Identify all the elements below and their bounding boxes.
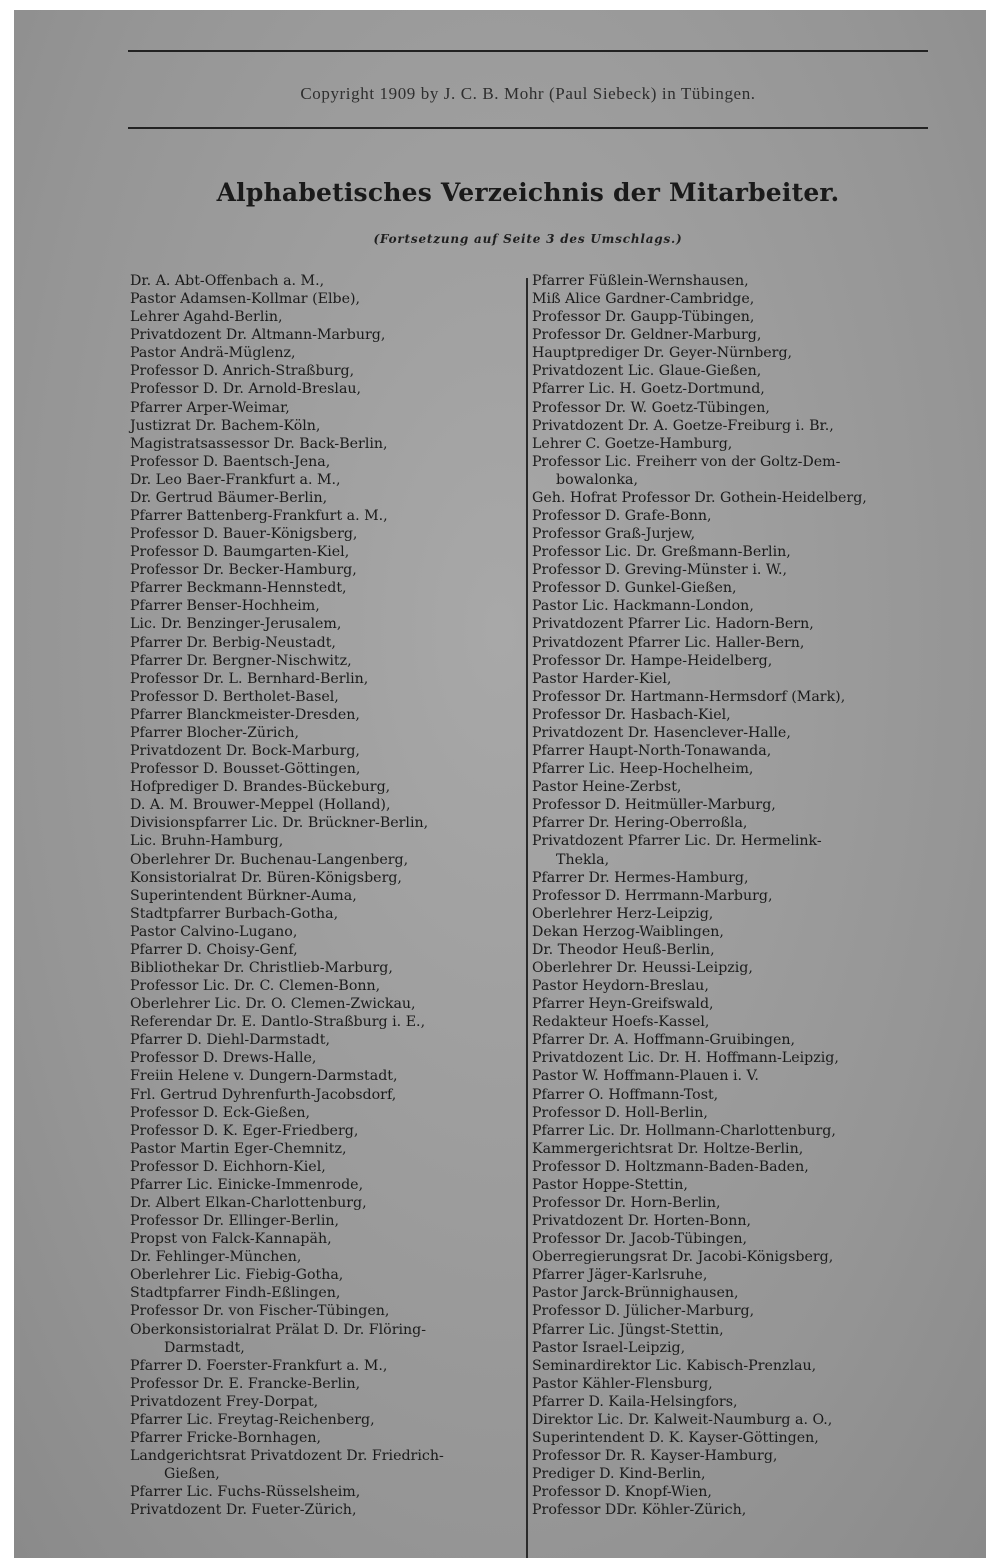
contributor-entry: Privatdozent Dr. Horten-Bonn, <box>532 1213 751 1230</box>
contributor-entry: Seminardirektor Lic. Kabisch-Prenzlau, <box>532 1357 817 1374</box>
contributor-entry: Professor D. Gunkel-Gießen, <box>532 580 737 597</box>
contributor-entry: Hauptprediger Dr. Geyer-Nürnberg, <box>532 345 793 362</box>
right-contributor-list <box>532 272 984 1519</box>
contributor-entry: Professor D. Jülicher-Marburg, <box>532 1303 755 1320</box>
contributor-entry: Pfarrer O. Hoffmann-Tost, <box>532 1086 719 1103</box>
contributor-entry: Pastor Calvino-Lugano, <box>130 923 298 940</box>
contributor-entry: Pfarrer Heyn-Greifswald, <box>532 996 714 1013</box>
contributor-entry: Dr. Fehlinger-München, <box>130 1249 302 1266</box>
contributor-entry: Professor D. Heitmüller-Marburg, <box>532 797 776 814</box>
contributor-entry: Landgerichtsrat Privatdozent Dr. Friedrich- <box>130 1448 444 1465</box>
contributor-entry: Pastor Jarck-Brünnighausen, <box>532 1285 739 1302</box>
contributor-entry: Pfarrer Fricke-Bornhagen, <box>130 1430 322 1446</box>
contributor-entry-continuation: Gießen, <box>164 1466 220 1483</box>
contributor-entry: Professor D. Holtzmann-Baden-Baden, <box>532 1158 809 1175</box>
contributor-entry: Lic. Dr. Benzinger-Jerusalem, <box>130 616 342 633</box>
contributor-entry: Privatdozent Dr. A. Goetze-Freiburg i. Br., <box>532 417 834 434</box>
contributor-entry: Pfarrer Jäger-Karlsruhe, <box>532 1267 708 1284</box>
contributor-entry: Professor DDr. Köhler-Zürich, <box>532 1502 747 1519</box>
contributor-entry: Propst von Falck-Kannapäh, <box>130 1231 332 1248</box>
contributor-entry: Pastor Heydorn-Breslau, <box>532 978 709 995</box>
contributor-entry: Superintendent D. K. Kayser-Göttingen, <box>532 1430 819 1446</box>
document-page <box>14 10 986 1558</box>
contributor-entry: Professor Dr. R. Kayser-Hamburg, <box>532 1448 778 1465</box>
contributor-entry: Professor Lic. Freiherr von der Goltz-Dem- <box>532 453 841 470</box>
contributor-entry: Pfarrer Blanckmeister-Dresden, <box>130 706 360 723</box>
contributor-entry: Lehrer C. Goetze-Hamburg, <box>532 435 733 452</box>
contributor-entry: Professor D. Grafe-Bonn, <box>532 508 712 525</box>
contributor-entry: Pfarrer D. Kaila-Helsingfors, <box>532 1393 738 1410</box>
contributor-entry: Professor Dr. Geldner-Marburg, <box>532 327 762 344</box>
contributor-entry: Professor Dr. Gaupp-Tübingen, <box>532 309 755 326</box>
copyright-line: Copyright 1909 by J. C. B. Mohr (Paul Siebeck) in Tübingen. <box>300 84 756 103</box>
contributor-entry: Professor D. Holl-Berlin, <box>532 1104 708 1121</box>
contributor-entry: Pastor Martin Eger-Chemnitz, <box>130 1140 347 1157</box>
contributor-entry: Pfarrer Beckmann-Hennstedt, <box>130 580 347 597</box>
contributor-entry: Dr. Theodor Heuß-Berlin, <box>532 941 715 958</box>
contributor-entry: Professor Dr. Horn-Berlin, <box>532 1194 721 1211</box>
contributor-entry: Pfarrer Blocher-Zürich, <box>130 724 299 741</box>
contributor-entry: Pfarrer Füßlein-Wernshausen, <box>532 273 749 289</box>
contributor-entry: Prediger D. Kind-Berlin, <box>532 1466 706 1483</box>
contributor-entry: Pastor Andrä-Müglenz, <box>130 345 296 362</box>
contributor-entry: Pfarrer Arper-Weimar, <box>130 399 290 416</box>
contributor-entry: Privatdozent Pfarrer Lic. Haller-Bern, <box>532 634 805 651</box>
contributor-entry-continuation: Darmstadt, <box>164 1339 245 1356</box>
contributor-entry: Lehrer Agahd-Berlin, <box>130 309 283 326</box>
contributor-entry: Pfarrer D. Choisy-Genf, <box>130 941 298 958</box>
contributor-entry: Professor D. Bousset-Göttingen, <box>130 761 361 778</box>
contributor-entry: Pastor Heine-Zerbst, <box>532 779 682 796</box>
contributor-entry: Professor D. Bertholet-Basel, <box>130 688 339 705</box>
contributor-entry: Professor D. Bauer-Königsberg, <box>130 526 358 543</box>
contributor-entry: Professor Dr. Jacob-Tübingen, <box>532 1231 748 1248</box>
contributor-entry: Redakteur Hoefs-Kassel, <box>532 1014 710 1031</box>
left-contributor-list <box>130 272 524 1519</box>
contributor-entry: Privatdozent Lic. Glaue-Gießen, <box>532 363 762 380</box>
contributor-entry: Professor Dr. E. Francke-Berlin, <box>130 1375 361 1392</box>
contributor-entry: Oberlehrer Herz-Leipzig, <box>532 905 714 922</box>
contributor-entry: Geh. Hofrat Professor Dr. Gothein-Heidelberg, <box>532 489 867 506</box>
contributor-entry: Hofprediger D. Brandes-Bückeburg, <box>130 779 391 796</box>
contributor-entry: Professor D. Greving-Münster i. W., <box>532 562 788 579</box>
column-divider <box>526 278 528 1558</box>
contributor-entry: Privatdozent Pfarrer Lic. Dr. Hermelink- <box>532 833 822 850</box>
contributor-entry: Divisionspfarrer Lic. Dr. Brückner-Berlin, <box>130 815 429 832</box>
contributor-entry: Pfarrer Lic. Dr. Hollmann-Charlottenburg, <box>532 1122 836 1139</box>
contributor-entry: Dr. Gertrud Bäumer-Berlin, <box>130 489 328 506</box>
contributor-entry: Kammergerichtsrat Dr. Holtze-Berlin, <box>532 1140 804 1157</box>
contributor-entry: Pfarrer Dr. Hermes-Hamburg, <box>532 869 749 886</box>
contributor-entry: Professor Dr. Hartmann-Hermsdorf (Mark), <box>532 688 846 705</box>
contributor-entry: Pastor Kähler-Flensburg, <box>532 1375 713 1392</box>
page-title: Alphabetisches Verzeichnis der Mitarbeiter. <box>216 178 840 207</box>
contributor-entry: Privatdozent Pfarrer Lic. Hadorn-Bern, <box>532 616 814 633</box>
contributor-entry-continuation: Thekla, <box>556 851 610 868</box>
contributor-entry: Professor D. Herrmann-Marburg, <box>532 887 773 904</box>
contributor-entry: Professor Dr. Ellinger-Berlin, <box>130 1213 340 1230</box>
contributor-entry: Oberlehrer Lic. Dr. O. Clemen-Zwickau, <box>130 996 416 1013</box>
contributor-entry: Pfarrer Dr. A. Hoffmann-Gruibingen, <box>532 1032 796 1049</box>
contributor-entry: Professor D. Dr. Arnold-Breslau, <box>130 381 362 398</box>
contributor-entry: Justizrat Dr. Bachem-Köln, <box>130 417 321 434</box>
contributor-entry: Pastor Lic. Hackmann-London, <box>532 598 754 615</box>
contributor-entry: Pfarrer Dr. Hering-Oberroßla, <box>532 815 748 832</box>
contributor-entry: Freiin Helene v. Dungern-Darmstadt, <box>130 1068 398 1085</box>
contributor-entry: Professor D. Eichhorn-Kiel, <box>130 1158 326 1175</box>
contributor-entry: Privatdozent Dr. Hasenclever-Halle, <box>532 724 791 741</box>
contributor-entry-continuation: bowalonka, <box>556 471 639 488</box>
contributor-entry: Professor D. K. Eger-Friedberg, <box>130 1122 359 1139</box>
contributor-entry: Pfarrer Lic. Einicke-Immenrode, <box>130 1176 364 1193</box>
contributor-entry: Oberlehrer Lic. Fiebig-Gotha, <box>130 1267 344 1284</box>
contributor-entry: Professor Dr. W. Goetz-Tübingen, <box>532 399 770 416</box>
contributor-entry: Pfarrer Dr. Berbig-Neustadt, <box>130 634 336 651</box>
contributor-entry: Professor Lic. Dr. C. Clemen-Bonn, <box>130 978 381 995</box>
contributor-entry: Privatdozent Dr. Altmann-Marburg, <box>130 327 386 344</box>
contributor-entry: Frl. Gertrud Dyhrenfurth-Jacobsdorf, <box>130 1086 397 1103</box>
contributor-entry: Professor D. Anrich-Straßburg, <box>130 363 355 380</box>
contributor-entry: Professor Dr. Hasbach-Kiel, <box>532 706 731 723</box>
contributor-entry: Superintendent Bürkner-Auma, <box>130 887 357 904</box>
contributor-entry: Professor D. Drews-Halle, <box>130 1050 317 1067</box>
contributor-entry: Professor Dr. von Fischer-Tübingen, <box>130 1303 390 1320</box>
contributor-entry: Oberkonsistorialrat Prälat D. Dr. Flöring- <box>130 1321 427 1338</box>
contributor-entry: Pfarrer Haupt-North-Tonawanda, <box>532 743 772 760</box>
contributor-entry: Dekan Herzog-Waiblingen, <box>532 923 724 940</box>
contributor-entry: Privatdozent Frey-Dorpat, <box>130 1393 319 1410</box>
contributor-entry: Privatdozent Dr. Bock-Marburg, <box>130 743 360 760</box>
contributor-entry: Konsistorialrat Dr. Büren-Königsberg, <box>130 869 402 886</box>
contributor-entry: Professor D. Baumgarten-Kiel, <box>130 544 350 561</box>
contributor-entry: Direktor Lic. Dr. Kalweit-Naumburg a. O., <box>532 1411 833 1428</box>
contributor-entry: Pfarrer Lic. Freytag-Reichenberg, <box>130 1411 375 1428</box>
contributor-entry: Miß Alice Gardner-Cambridge, <box>532 291 755 308</box>
contributor-entry: D. A. M. Brouwer-Meppel (Holland), <box>130 797 391 814</box>
contributor-entry: Magistratsassessor Dr. Back-Berlin, <box>130 435 388 452</box>
contributor-entry: Oberlehrer Dr. Buchenau-Langenberg, <box>130 851 409 868</box>
contributor-entry: Pastor Harder-Kiel, <box>532 670 672 687</box>
contributor-entry: Professor Graß-Jurjew, <box>532 526 696 543</box>
contributor-entry: Professor Dr. Becker-Hamburg, <box>130 562 357 579</box>
contributor-entry: Professor Dr. L. Bernhard-Berlin, <box>130 670 369 687</box>
contributor-entry: Pastor W. Hoffmann-Plauen i. V. <box>532 1068 759 1085</box>
contributor-entry: Pfarrer D. Diehl-Darmstadt, <box>130 1032 330 1049</box>
contributor-entry: Pastor Adamsen-Kollmar (Elbe), <box>130 291 361 308</box>
contributor-entry: Professor Lic. Dr. Greßmann-Berlin, <box>532 544 791 561</box>
contributor-entry: Privatdozent Dr. Fueter-Zürich, <box>130 1502 357 1519</box>
contributor-entry: Stadtpfarrer Findh-Eßlingen, <box>130 1285 341 1302</box>
contributor-entry: Lic. Bruhn-Hamburg, <box>130 833 284 850</box>
contributor-entry: Pfarrer Benser-Hochheim, <box>130 598 320 615</box>
contributor-entry: Dr. Albert Elkan-Charlottenburg, <box>130 1194 367 1211</box>
contributor-entry: Pfarrer Dr. Bergner-Nischwitz, <box>130 652 352 669</box>
top-rule <box>128 50 928 52</box>
contributor-entry: Professor D. Eck-Gießen, <box>130 1104 311 1121</box>
page-subtitle: (Fortsetzung auf Seite 3 des Umschlags.) <box>373 232 683 246</box>
contributor-entry: Dr. Leo Baer-Frankfurt a. M., <box>130 471 341 488</box>
contributor-entry: Pfarrer Battenberg-Frankfurt a. M., <box>130 508 388 525</box>
contributor-entry: Pastor Hoppe-Stettin, <box>532 1176 688 1193</box>
contributor-entry: Oberregierungsrat Dr. Jacobi-Königsberg, <box>532 1249 834 1266</box>
contributor-entry: Dr. A. Abt-Offenbach a. M., <box>130 273 325 289</box>
contributor-entry: Pfarrer Lic. Jüngst-Stettin, <box>532 1321 724 1338</box>
contributor-entry: Professor Dr. Hampe-Heidelberg, <box>532 652 773 669</box>
contributor-entry: Pfarrer D. Foerster-Frankfurt a. M., <box>130 1357 388 1374</box>
contributor-entry: Pfarrer Lic. Heep-Hochelheim, <box>532 761 754 778</box>
contributor-entry: Stadtpfarrer Burbach-Gotha, <box>130 905 339 922</box>
contributor-entry: Referendar Dr. E. Dantlo-Straßburg i. E., <box>130 1014 426 1031</box>
contributor-entry: Pastor Israel-Leipzig, <box>532 1339 686 1356</box>
contributor-entry: Pfarrer Lic. Fuchs-Rüsselsheim, <box>130 1484 361 1501</box>
contributor-entry: Pfarrer Lic. H. Goetz-Dortmund, <box>532 381 765 398</box>
contributor-entry: Bibliothekar Dr. Christlieb-Marburg, <box>130 959 393 976</box>
contributor-entry: Professor D. Knopf-Wien, <box>532 1484 712 1501</box>
header-bottom-rule <box>128 127 928 129</box>
contributor-entry: Oberlehrer Dr. Heussi-Leipzig, <box>532 959 753 976</box>
contributor-entry: Professor D. Baentsch-Jena, <box>130 453 331 470</box>
contributor-entry: Privatdozent Lic. Dr. H. Hoffmann-Leipzig, <box>532 1050 839 1067</box>
